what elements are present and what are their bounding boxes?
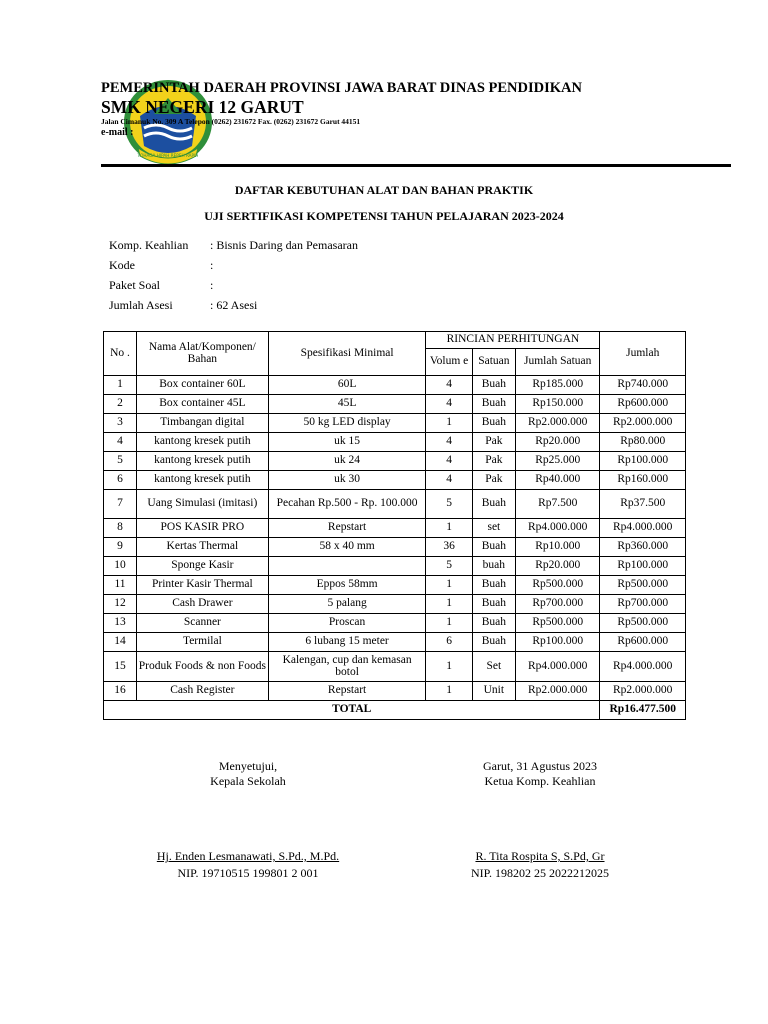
cell-volume: 5: [426, 490, 472, 519]
cell-jumlah: Rp360.000: [600, 538, 686, 557]
header-spesifikasi: Spesifikasi Minimal: [268, 332, 426, 376]
sig-left-nip: NIP. 19710515 199801 2 001: [177, 866, 319, 880]
header-jumlah-satuan: Jumlah Satuan: [515, 349, 599, 376]
header-jumlah: Jumlah: [600, 332, 686, 376]
cell-spesifikasi: 6 lubang 15 meter: [268, 633, 426, 652]
table-row: [104, 376, 686, 395]
cell-spesifikasi: 50 kg LED display: [268, 414, 426, 433]
cell-nama: Cash Register: [136, 682, 268, 701]
total-label: TOTAL: [104, 701, 600, 720]
cell-jumlah-satuan: Rp500.000: [515, 576, 599, 595]
cell-volume: 5: [426, 557, 472, 576]
cell-no: 11: [104, 576, 137, 595]
cell-spesifikasi: Eppos 58mm: [268, 576, 426, 595]
cell-satuan: Buah: [472, 614, 515, 633]
table-row: [104, 395, 686, 414]
cell-no: 4: [104, 433, 137, 452]
table-row: [104, 557, 686, 576]
cell-volume: 6: [426, 633, 472, 652]
info-label: Komp. Keahlian: [109, 238, 189, 252]
header-nama: Nama Alat/Komponen/ Bahan: [136, 332, 268, 376]
cell-spesifikasi: uk 15: [268, 433, 426, 452]
header-divider: [101, 164, 731, 167]
info-value: : Bisnis Daring dan Pemasaran: [210, 238, 358, 252]
info-row-paket: [109, 278, 213, 293]
cell-no: 5: [104, 452, 137, 471]
table-row: [104, 433, 686, 452]
table-header-row: [104, 332, 686, 349]
header-satuan: Satuan: [472, 349, 515, 376]
cell-satuan: Buah: [472, 414, 515, 433]
cell-no: 6: [104, 471, 137, 490]
cell-no: 9: [104, 538, 137, 557]
cell-nama: Produk Foods & non Foods: [136, 652, 268, 682]
cell-no: 16: [104, 682, 137, 701]
cell-no: 8: [104, 519, 137, 538]
sig-right-nip: NIP. 198202 25 2022212025: [470, 866, 609, 880]
cell-satuan: buah: [472, 557, 515, 576]
table-row: [104, 452, 686, 471]
cell-jumlah: Rp500.000: [600, 576, 686, 595]
cell-volume: 1: [426, 682, 472, 701]
cell-no: 10: [104, 557, 137, 576]
header-rincian: RINCIAN PERHITUNGAN: [426, 332, 600, 349]
cell-jumlah: Rp500.000: [600, 614, 686, 633]
document-title: DAFTAR KEBUTUHAN ALAT DAN BAHAN PRAKTIK: [234, 183, 534, 197]
cell-jumlah: Rp600.000: [600, 395, 686, 414]
info-value: :: [210, 278, 214, 292]
cell-volume: 4: [426, 376, 472, 395]
sig-left-line1: Menyetujui,: [218, 759, 278, 773]
cell-jumlah-satuan: Rp700.000: [515, 595, 599, 614]
logo-motto: TOHAGA HIPAH REPEH RAPIH: [137, 153, 199, 158]
cell-no: 15: [104, 652, 137, 682]
info-value: : 62 Asesi: [210, 298, 258, 312]
table-row: [104, 490, 686, 519]
cell-satuan: Unit: [472, 682, 515, 701]
cell-jumlah-satuan: Rp4.000.000: [515, 519, 599, 538]
table-row: [104, 471, 686, 490]
header-government-line: PEMERINTAH DAERAH PROVINSI JAWA BARAT DINAS PENDIDIKAN: [101, 80, 582, 96]
cell-spesifikasi: [268, 557, 426, 576]
cell-volume: 4: [426, 433, 472, 452]
header-email: e-mail :: [101, 127, 134, 138]
header-no: No .: [104, 332, 137, 376]
cell-volume: 1: [426, 519, 472, 538]
cell-volume: 1: [426, 652, 472, 682]
cell-spesifikasi: uk 24: [268, 452, 426, 471]
cell-satuan: Buah: [472, 490, 515, 519]
cell-jumlah-satuan: Rp25.000: [515, 452, 599, 471]
cell-no: 2: [104, 395, 137, 414]
cell-jumlah-satuan: Rp4.000.000: [515, 652, 599, 682]
cell-satuan: Buah: [472, 376, 515, 395]
cell-nama: Scanner: [136, 614, 268, 633]
cell-satuan: Pak: [472, 471, 515, 490]
document-subtitle: UJI SERTIFIKASI KOMPETENSI TAHUN PELAJARAN 2023-2024: [204, 209, 564, 223]
cell-jumlah: Rp2.000.000: [600, 682, 686, 701]
table-row: [104, 576, 686, 595]
cell-jumlah: Rp4.000.000: [600, 519, 686, 538]
cell-volume: 4: [426, 452, 472, 471]
cell-no: 7: [104, 490, 137, 519]
info-row-asesi: [109, 298, 257, 313]
cell-satuan: Buah: [472, 576, 515, 595]
sig-right-line1: Garut, 31 Agustus 2023: [483, 759, 597, 773]
sig-right-line2: Ketua Komp. Keahlian: [484, 774, 596, 788]
cell-nama: Printer Kasir Thermal: [136, 576, 268, 595]
cell-volume: 1: [426, 576, 472, 595]
cell-nama: Uang Simulasi (imitasi): [136, 490, 268, 519]
cell-spesifikasi: 58 x 40 mm: [268, 538, 426, 557]
cell-nama: Box container 60L: [136, 376, 268, 395]
info-value: :: [210, 258, 214, 272]
cell-jumlah-satuan: Rp10.000: [515, 538, 599, 557]
cell-jumlah: Rp2.000.000: [600, 414, 686, 433]
cell-jumlah-satuan: Rp2.000.000: [515, 414, 599, 433]
table-row: [104, 519, 686, 538]
table-row: [104, 595, 686, 614]
cell-satuan: Buah: [472, 595, 515, 614]
cell-spesifikasi: Repstart: [268, 519, 426, 538]
cell-volume: 36: [426, 538, 472, 557]
info-label: Paket Soal: [109, 278, 160, 292]
cell-nama: Timbangan digital: [136, 414, 268, 433]
cell-spesifikasi: Proscan: [268, 614, 426, 633]
cell-jumlah-satuan: Rp20.000: [515, 557, 599, 576]
header-address: Jalan Cimanuk No. 309 A Telepon (0262) 231672 Fax. (0262) 231672 Garut 44151: [101, 117, 361, 126]
cell-no: 12: [104, 595, 137, 614]
info-row-keahlian: [109, 238, 358, 253]
cell-nama: kantong kresek putih: [136, 452, 268, 471]
cell-spesifikasi: 60L: [268, 376, 426, 395]
cell-volume: 1: [426, 595, 472, 614]
cell-spesifikasi: 45L: [268, 395, 426, 414]
table-row: [104, 538, 686, 557]
table-row: [104, 614, 686, 633]
info-label: Kode: [109, 258, 135, 272]
sig-right-name: R. Tita Rospita S, S.Pd, Gr: [475, 849, 605, 863]
cell-nama: POS KASIR PRO: [136, 519, 268, 538]
table-row: [104, 414, 686, 433]
cell-satuan: Buah: [472, 395, 515, 414]
cell-volume: 1: [426, 414, 472, 433]
cell-satuan: Buah: [472, 538, 515, 557]
table-row: [104, 682, 686, 701]
cell-nama: kantong kresek putih: [136, 433, 268, 452]
table-row: [104, 652, 686, 682]
info-row-kode: [109, 258, 213, 273]
cell-no: 13: [104, 614, 137, 633]
header-school-name: SMK NEGERI 12 GARUT: [101, 97, 304, 117]
cell-spesifikasi: Repstart: [268, 682, 426, 701]
cell-jumlah: Rp740.000: [600, 376, 686, 395]
cell-jumlah: Rp600.000: [600, 633, 686, 652]
cell-spesifikasi: uk 30: [268, 471, 426, 490]
table-total-row: [104, 701, 686, 720]
cell-nama: Cash Drawer: [136, 595, 268, 614]
cell-jumlah-satuan: Rp150.000: [515, 395, 599, 414]
cell-satuan: Buah: [472, 633, 515, 652]
cell-satuan: Pak: [472, 433, 515, 452]
cell-jumlah-satuan: Rp40.000: [515, 471, 599, 490]
cell-jumlah: Rp100.000: [600, 557, 686, 576]
cell-satuan: Set: [472, 652, 515, 682]
cell-nama: kantong kresek putih: [136, 471, 268, 490]
cell-jumlah: Rp80.000: [600, 433, 686, 452]
cell-jumlah-satuan: Rp185.000: [515, 376, 599, 395]
cell-no: 14: [104, 633, 137, 652]
cell-jumlah: Rp160.000: [600, 471, 686, 490]
cell-spesifikasi: Pecahan Rp.500 - Rp. 100.000: [268, 490, 426, 519]
header-volume: Volum e: [426, 349, 472, 376]
cell-jumlah-satuan: Rp20.000: [515, 433, 599, 452]
cell-satuan: Pak: [472, 452, 515, 471]
cell-nama: Sponge Kasir: [136, 557, 268, 576]
cell-no: 3: [104, 414, 137, 433]
sig-left-line2: Kepala Sekolah: [210, 774, 286, 788]
cell-volume: 4: [426, 471, 472, 490]
info-label: Jumlah Asesi: [109, 298, 173, 312]
cell-volume: 4: [426, 395, 472, 414]
cell-jumlah: Rp37.500: [600, 490, 686, 519]
sig-left-name: Hj. Enden Lesmanawati, S.Pd., M.Pd.: [156, 849, 340, 863]
cell-nama: Termilal: [136, 633, 268, 652]
requirements-table: [103, 331, 686, 720]
cell-satuan: set: [472, 519, 515, 538]
cell-nama: Box container 45L: [136, 395, 268, 414]
cell-jumlah-satuan: Rp2.000.000: [515, 682, 599, 701]
cell-jumlah-satuan: Rp100.000: [515, 633, 599, 652]
cell-jumlah-satuan: Rp500.000: [515, 614, 599, 633]
cell-jumlah-satuan: Rp7.500: [515, 490, 599, 519]
table-row: [104, 633, 686, 652]
cell-volume: 1: [426, 614, 472, 633]
cell-spesifikasi: 5 palang: [268, 595, 426, 614]
cell-no: 1: [104, 376, 137, 395]
cell-jumlah: Rp4.000.000: [600, 652, 686, 682]
cell-jumlah: Rp700.000: [600, 595, 686, 614]
cell-nama: Kertas Thermal: [136, 538, 268, 557]
cell-spesifikasi: Kalengan, cup dan kemasan botol: [268, 652, 426, 682]
cell-jumlah: Rp100.000: [600, 452, 686, 471]
total-value: Rp16.477.500: [600, 701, 686, 720]
